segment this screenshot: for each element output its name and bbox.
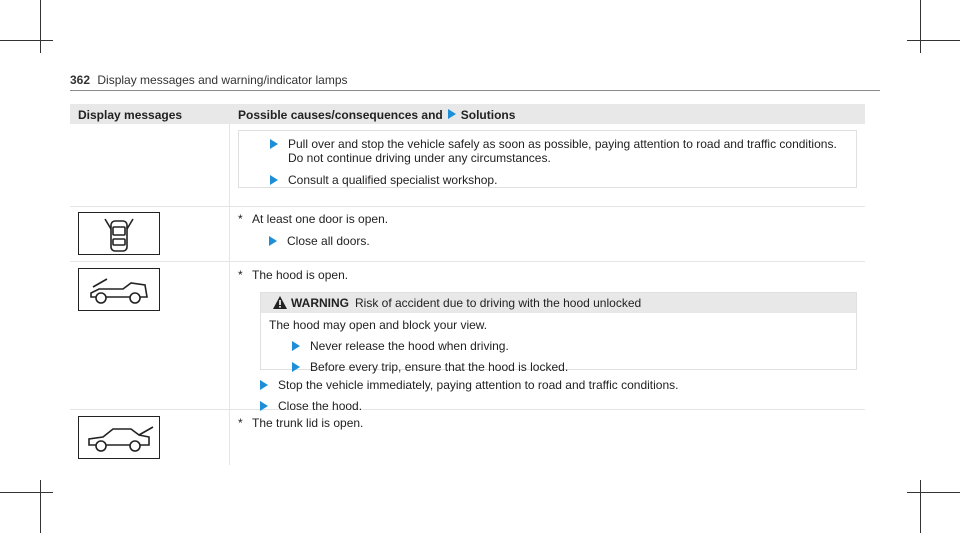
arrow-right-icon [270,139,278,149]
crop-mark [907,40,960,41]
list-item: Before every trip, ensure that the hood is locked. [261,360,856,374]
arrow-right-icon [292,341,300,351]
list-item: Pull over and stop the vehicle safely as soon as possible, paying attention to road and traffic conditions. Do not continue driving under any circumstances. [239,137,856,165]
table-row [70,262,865,413]
cause-line: * The trunk lid is open. [238,416,364,430]
list-item: Stop the vehicle immediately, paying attention to road and traffic conditions. [238,378,865,392]
warning-header [261,293,856,313]
table-row [70,410,865,465]
cause-line: * The hood is open. [238,268,349,282]
arrow-right-icon [292,362,300,372]
table-row [70,124,865,207]
list-item: Close the hood. [238,399,865,413]
table-row [70,207,865,262]
page-header-title: Display messages and warning/indicator lamps [97,73,348,87]
hood-open-icon [78,268,160,311]
crop-mark [920,480,921,533]
table-header [70,104,865,124]
list-item: Close all doors. [238,234,865,248]
door-open-icon [78,212,160,255]
page-header [70,73,348,87]
list-item: Consult a qualified specialist workshop. [239,173,856,187]
list-item: Never release the hood when driving. [261,339,856,353]
warning-box [260,292,857,374]
crop-mark [40,480,41,533]
cause-line: * At least one door is open. [238,212,389,226]
solutions-box [238,130,857,188]
warning-text: Risk of accident due to driving with the hood unlocked [355,296,642,310]
arrow-right-icon [448,109,456,119]
crop-mark [907,492,960,493]
warning-title: WARNING [291,296,349,310]
warning-body: The hood may open and block your view. [269,318,488,332]
col-header-display-messages: Display messages [78,108,183,122]
trunk-open-icon [78,416,160,459]
arrow-right-icon [260,380,268,390]
header-rule [70,90,880,91]
col-header-causes: Possible causes/consequences and Solutions [238,108,516,122]
arrow-right-icon [269,236,277,246]
warning-triangle-icon [273,296,287,309]
page-number: 362 [70,73,91,87]
crop-mark [0,492,53,493]
display-messages-table [70,104,865,465]
crop-mark [0,40,53,41]
crop-mark [40,0,41,53]
crop-mark [920,0,921,53]
arrow-right-icon [270,175,278,185]
